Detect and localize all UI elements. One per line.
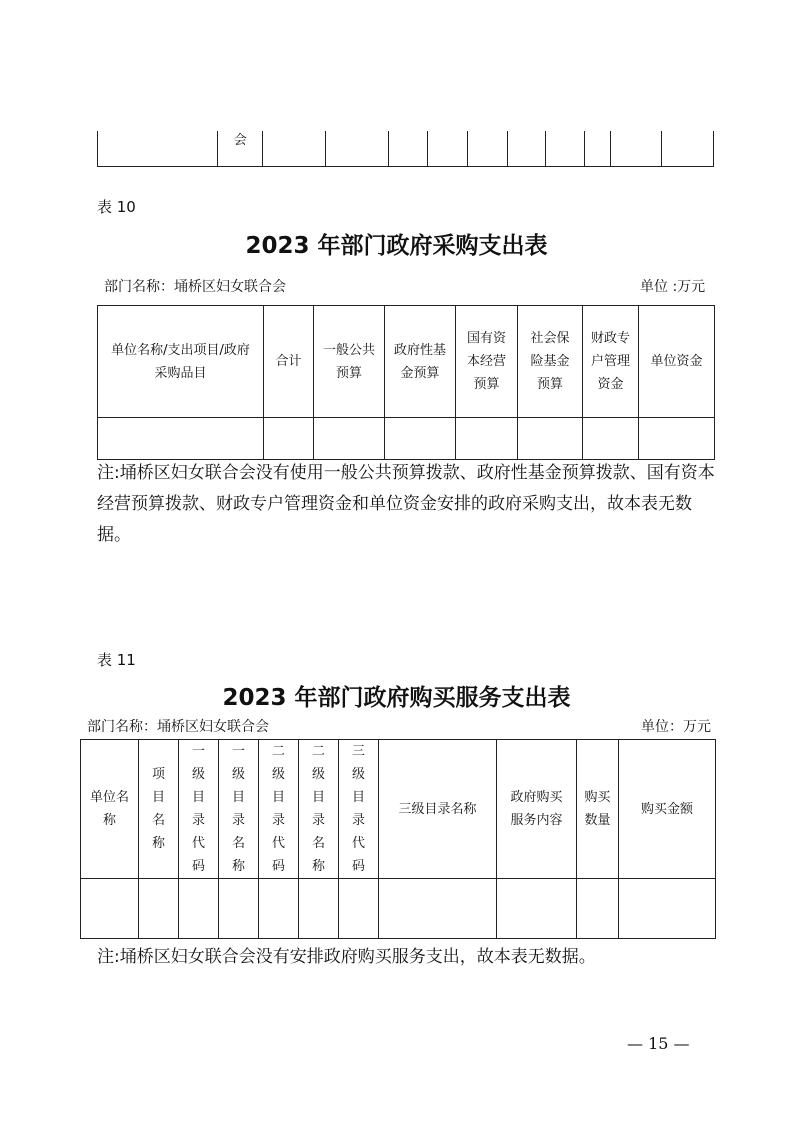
empty-cell (81, 879, 139, 939)
table11-unit: 单位：万元 (641, 719, 711, 735)
header-cell: 二 级 目 录 代 码 (259, 740, 299, 879)
table11-note: 注:埇桥区妇女联合会没有安排政府购买服务支出，故本表无数据。 (97, 947, 596, 967)
empty-cell (179, 879, 219, 939)
fragment-cell (388, 131, 428, 166)
empty-cell (497, 879, 577, 939)
header-cell: 单位名称/支出项目/政府 采购品目 (98, 306, 264, 418)
table10-header-row (98, 306, 715, 418)
empty-cell (339, 879, 379, 939)
table10-dept-name: 部门名称：埇桥区妇女联合会 (104, 279, 286, 295)
empty-cell (385, 418, 456, 460)
table10-label: 表 10 (97, 198, 136, 216)
header-cell: 社会保 险基金 预算 (518, 306, 583, 418)
header-cell: 购买金额 (619, 740, 716, 879)
empty-cell (619, 879, 716, 939)
page-number: — 15 — (627, 1034, 690, 1053)
empty-cell (583, 418, 639, 460)
empty-cell (314, 418, 385, 460)
header-cell: 单位资金 (639, 306, 715, 418)
fragment-cell (98, 131, 218, 166)
table-row (81, 879, 716, 939)
empty-cell (379, 879, 497, 939)
header-cell: 二 级 目 录 名 称 (299, 740, 339, 879)
table11-title: 2023 年部门政府购买服务支出表 (222, 685, 571, 711)
header-cell: 合计 (264, 306, 314, 418)
table11-dept-name: 部门名称：埇桥区妇女联合会 (87, 719, 269, 735)
header-cell: 一 级 目 录 代 码 (179, 740, 219, 879)
fragment-cell: 会 (218, 131, 263, 166)
header-cell: 财政专 户管理 资金 (583, 306, 639, 418)
table11-header-row (81, 740, 716, 879)
empty-cell (264, 418, 314, 460)
header-cell: 三 级 目 录 代 码 (339, 740, 379, 879)
header-cell: 项 目 名 称 (139, 740, 179, 879)
table10-unit: 单位 :万元 (640, 279, 706, 295)
header-cell: 购买 数量 (577, 740, 619, 879)
empty-cell (639, 418, 715, 460)
empty-cell (518, 418, 583, 460)
empty-cell (98, 418, 264, 460)
empty-cell (259, 879, 299, 939)
fragment-cell (661, 131, 713, 166)
empty-cell (299, 879, 339, 939)
fragment-cell (545, 131, 585, 166)
header-cell: 一般公共 预算 (314, 306, 385, 418)
table11-service-purchase (80, 739, 716, 939)
header-cell: 一 级 目 录 名 称 (219, 740, 259, 879)
previous-table-fragment (97, 131, 714, 167)
header-cell: 政府购买 服务内容 (497, 740, 577, 879)
empty-cell (456, 418, 518, 460)
header-cell: 单位名 称 (81, 740, 139, 879)
fragment-cell (585, 131, 611, 166)
header-cell: 三级目录名称 (379, 740, 497, 879)
header-cell: 政府性基 金预算 (385, 306, 456, 418)
empty-cell (577, 879, 619, 939)
header-cell: 国有资 本经营 预算 (456, 306, 518, 418)
fragment-cell (611, 131, 661, 166)
empty-cell (219, 879, 259, 939)
table10-title: 2023 年部门政府采购支出表 (245, 233, 548, 259)
fragment-cell (507, 131, 545, 166)
empty-cell (139, 879, 179, 939)
fragment-cell (263, 131, 326, 166)
fragment-cell (325, 131, 388, 166)
table10-note: 注:埇桥区妇女联合会没有使用一般公共预算拨款、政府性基金预算拨款、国有资本经营预算拨款、财政专户管理资金和单位资金安排的政府采购支出，故本表无数据。 (97, 463, 715, 545)
table-row (98, 418, 715, 460)
table10-procurement (97, 305, 715, 460)
fragment-cell (428, 131, 468, 166)
fragment-cell (468, 131, 508, 166)
table11-label: 表 11 (97, 651, 136, 669)
